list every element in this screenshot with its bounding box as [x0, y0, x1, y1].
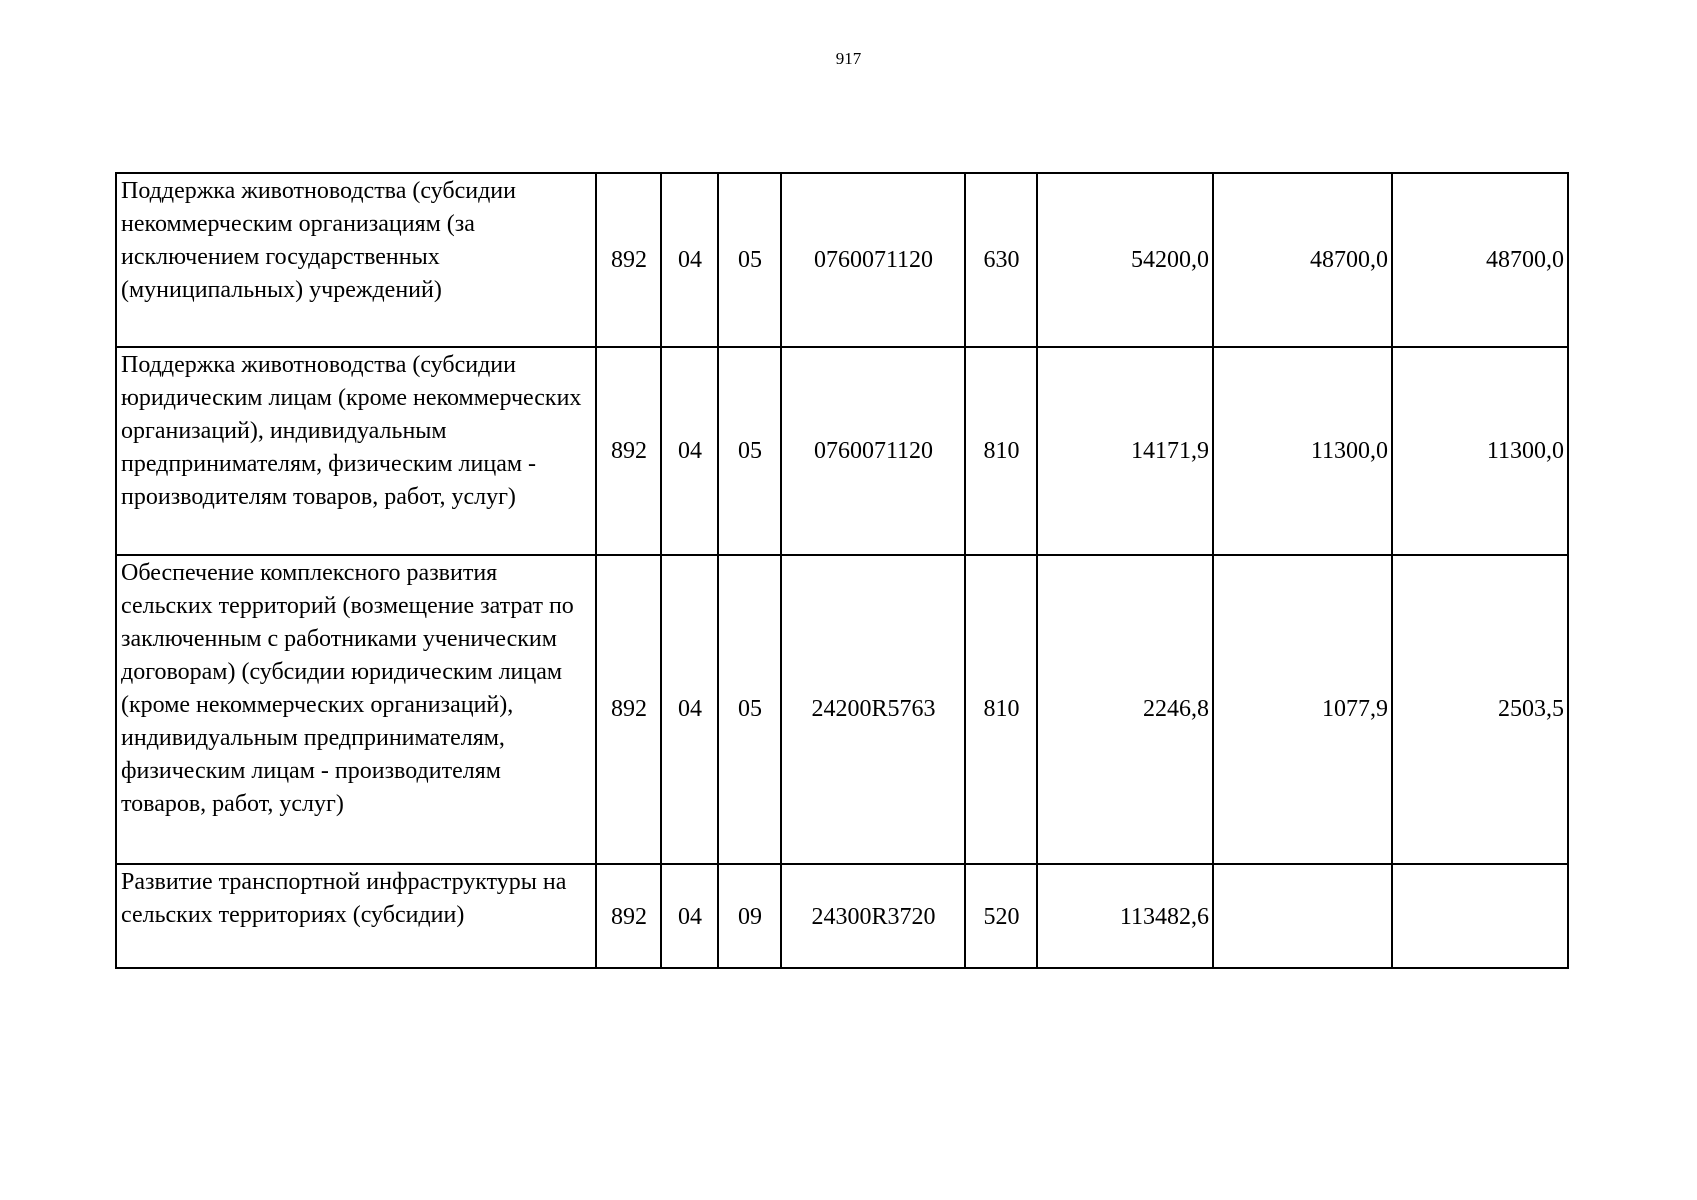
target-article-code: 24200R5763: [781, 555, 965, 864]
subsection-code: 05: [718, 347, 781, 555]
sum-3: 11300,0: [1392, 347, 1568, 555]
section-code: 04: [661, 864, 718, 968]
target-article-code: 0760071120: [781, 347, 965, 555]
section-code: 04: [661, 347, 718, 555]
table-row: [116, 347, 1568, 555]
sum-1: 2246,8: [1037, 555, 1213, 864]
row-description: Поддержка животноводства (субсидии юридическим лицам (кроме некоммерческих организаций), индивидуальным предпринимателям, физическим лицам - производителям товаров, работ, услуг): [116, 347, 596, 555]
row-description: Развитие транспортной инфраструктуры на сельских территориях (субсидии): [116, 864, 596, 968]
sum-2: 1077,9: [1213, 555, 1392, 864]
table-row: [116, 555, 1568, 864]
target-article-code: 24300R3720: [781, 864, 965, 968]
expense-type-code: 630: [965, 173, 1037, 347]
target-article-code: 0760071120: [781, 173, 965, 347]
expense-type-code: 810: [965, 347, 1037, 555]
expense-type-code: 520: [965, 864, 1037, 968]
ministry-code: 892: [596, 555, 661, 864]
budget-table: [115, 172, 1569, 969]
sum-3: [1392, 864, 1568, 968]
page-number: 917: [835, 49, 862, 68]
subsection-code: 09: [718, 864, 781, 968]
ministry-code: 892: [596, 347, 661, 555]
section-code: 04: [661, 173, 718, 347]
sum-3: 48700,0: [1392, 173, 1568, 347]
ministry-code: 892: [596, 864, 661, 968]
ministry-code: 892: [596, 173, 661, 347]
table-row: [116, 864, 1568, 968]
row-description: Поддержка животноводства (субсидии некоммерческим организациям (за исключением государственных (муниципальных) учреждений): [116, 173, 596, 347]
sum-2: [1213, 864, 1392, 968]
expense-type-code: 810: [965, 555, 1037, 864]
table-row: [116, 173, 1568, 347]
sum-2: 48700,0: [1213, 173, 1392, 347]
row-description: Обеспечение комплексного развития сельских территорий (возмещение затрат по заключенным с работниками ученическим договорам) (субсидии юридическим лицам (кроме некоммерческих организаций), индивидуальным предпринимателям, физическим лицам - производителям товаров, работ, услуг): [116, 555, 596, 864]
subsection-code: 05: [718, 555, 781, 864]
sum-1: 113482,6: [1037, 864, 1213, 968]
sum-3: 2503,5: [1392, 555, 1568, 864]
sum-2: 11300,0: [1213, 347, 1392, 555]
sum-1: 14171,9: [1037, 347, 1213, 555]
subsection-code: 05: [718, 173, 781, 347]
sum-1: 54200,0: [1037, 173, 1213, 347]
section-code: 04: [661, 555, 718, 864]
